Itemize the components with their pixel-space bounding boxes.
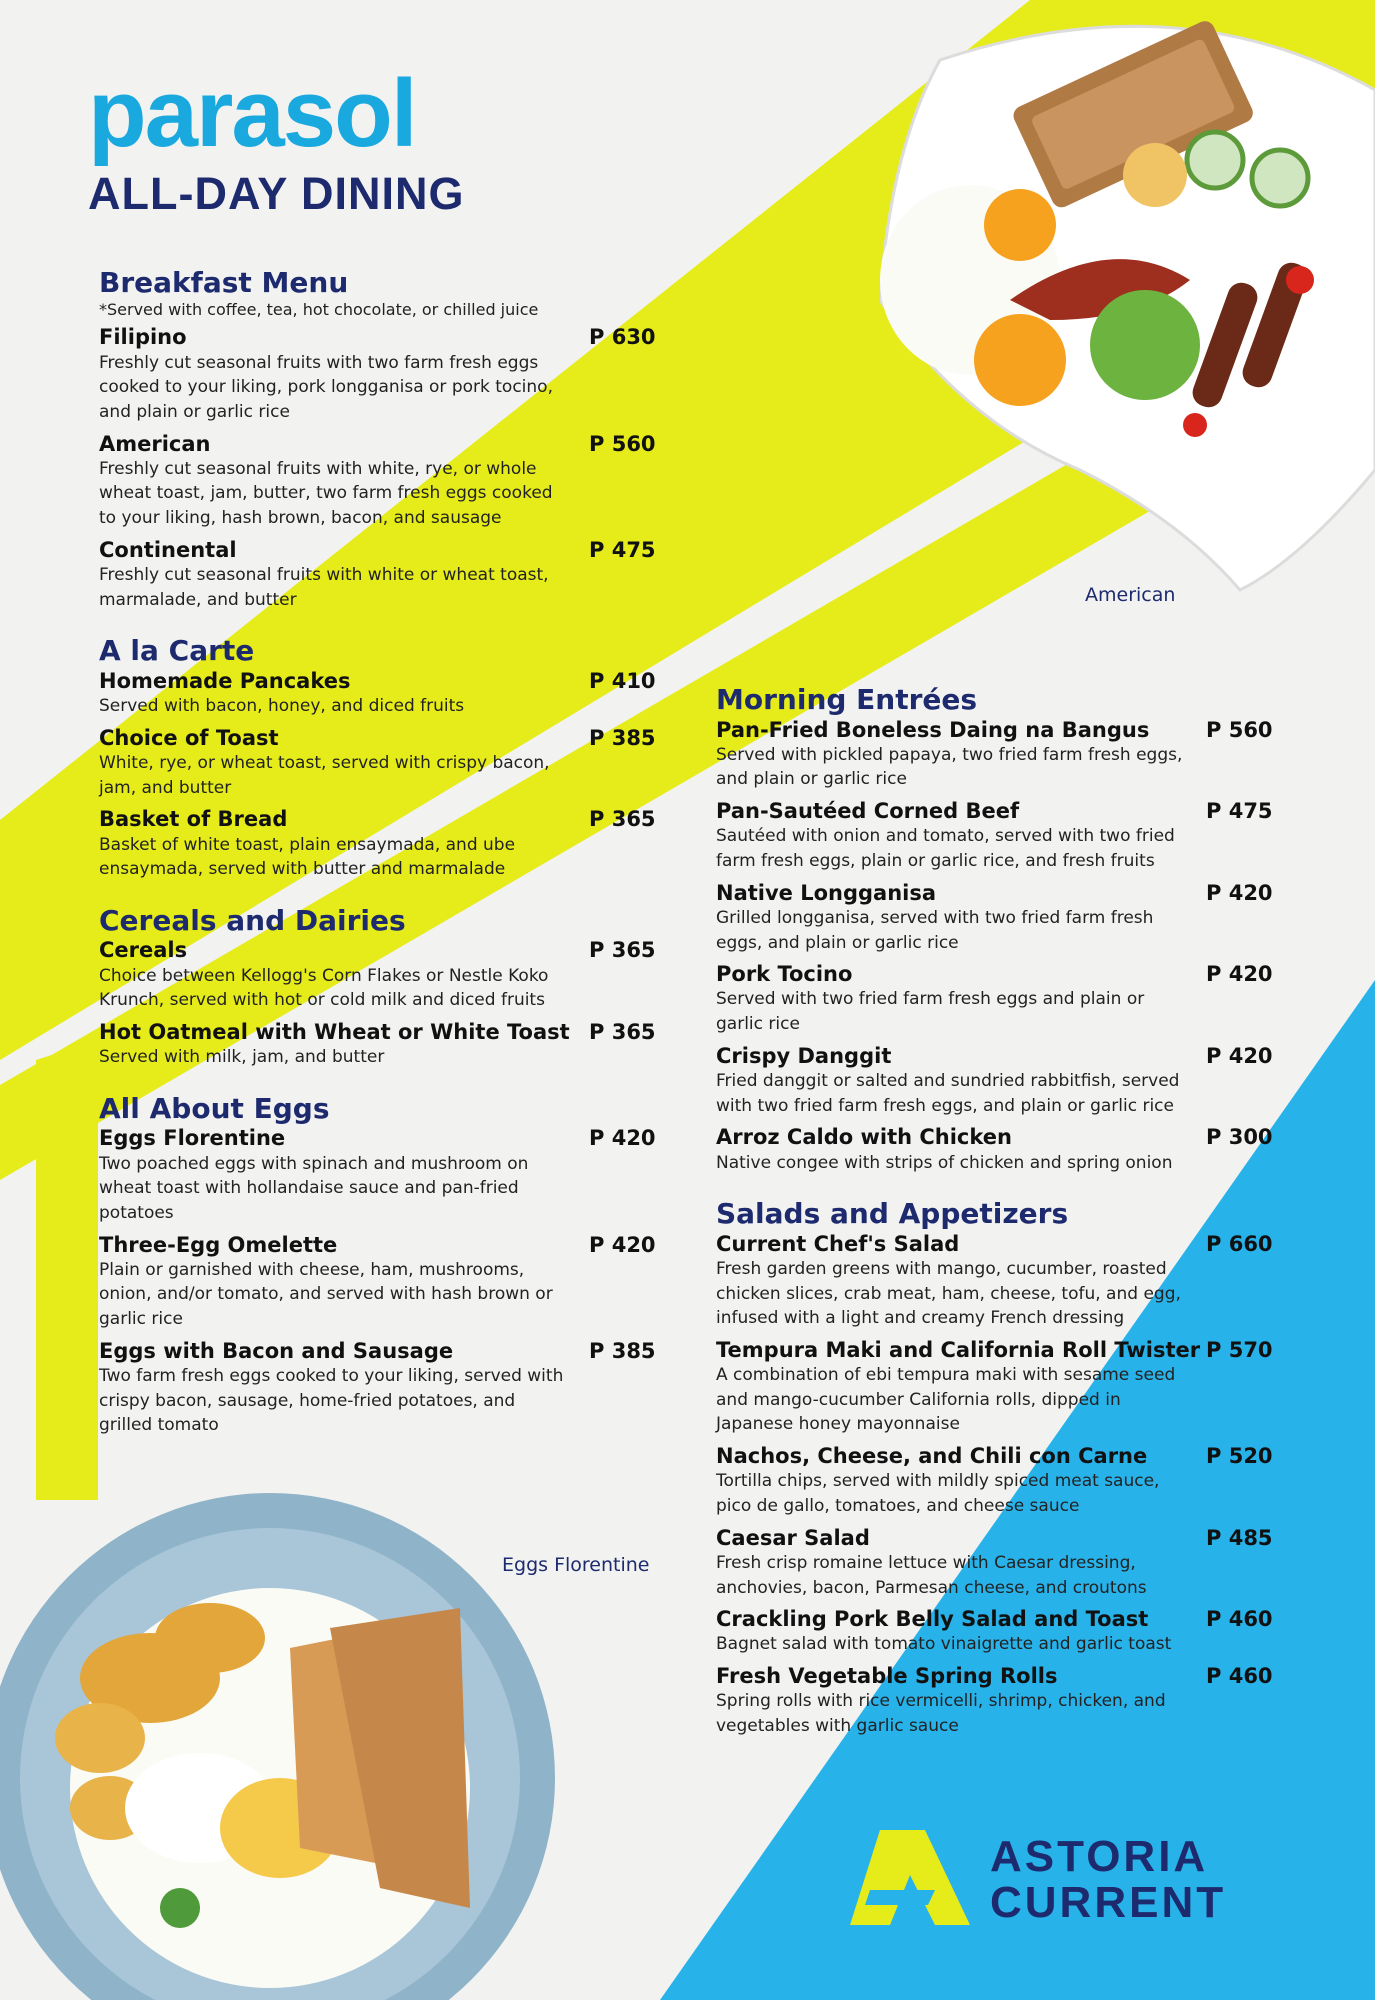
item-description: Freshly cut seasonal fruits with white, rye, or whole wheat toast, jam, butter, two farm fresh eggs cooked to your liking, hash brown, bacon, and sausage	[99, 458, 553, 529]
section-title: All About Eggs	[99, 1091, 330, 1125]
item-description: Served with bacon, honey, and diced fruits	[99, 696, 465, 717]
item-description: Tortilla chips, served with mildly spiced meat sauce, pico de gallo, tomatoes, and cheese sauce	[716, 1471, 1160, 1516]
item-price: P 420	[589, 1232, 656, 1257]
menu-item	[716, 880, 1276, 956]
item-description: Fresh garden greens with mango, cucumber, roasted chicken slices, crab meat, ham, cheese, tofu, and egg, infused with a light and creamy French dressing	[716, 1258, 1181, 1329]
section-cereals-and-dairies	[99, 904, 659, 1070]
item-price: P 420	[1206, 1043, 1273, 1068]
item-price: P 365	[589, 1019, 656, 1044]
right-menu-column	[716, 683, 1276, 1761]
item-name: Basket of Bread	[99, 807, 288, 832]
item-description: White, rye, or wheat toast, served with crispy bacon, jam, and butter	[99, 753, 550, 798]
item-price: P 385	[589, 725, 656, 750]
menu-item	[99, 1232, 659, 1332]
menu-item	[716, 1337, 1276, 1437]
item-price: P 420	[1206, 962, 1273, 987]
section-title: Morning Entrées	[716, 683, 978, 716]
menu-item	[99, 1125, 659, 1225]
item-price: P 420	[589, 1126, 656, 1151]
item-price: P 460	[1206, 1607, 1273, 1632]
item-price: P 365	[589, 938, 656, 963]
menu-item	[716, 1231, 1276, 1331]
item-description: Basket of white toast, plain ensaymada, and ube ensaymada, served with butter and marmalade	[99, 834, 516, 880]
item-description: Served with pickled papaya, two fried farm fresh eggs, and plain or garlic rice	[716, 744, 1183, 790]
item-name: Filipino	[99, 325, 187, 350]
item-price: P 520	[1206, 1444, 1273, 1469]
item-price: P 385	[589, 1338, 656, 1363]
section-title: Salads and Appetizers	[716, 1197, 1069, 1231]
item-price: P 410	[589, 668, 656, 693]
brand-header	[88, 60, 465, 220]
item-description: Bagnet salad with tomato vinaigrette and garlic toast	[716, 1634, 1172, 1655]
item-name: Fresh Vegetable Spring Rolls	[716, 1664, 1058, 1689]
menu-item	[99, 806, 659, 882]
item-price: P 560	[1206, 717, 1273, 742]
item-price: P 420	[1206, 880, 1273, 905]
american-breakfast-photo	[880, 0, 1375, 600]
astoria-line2: CURRENT	[990, 1878, 1227, 1927]
item-description: Native congee with strips of chicken and spring onion	[716, 1152, 1173, 1173]
item-price: P 460	[1206, 1664, 1273, 1689]
item-price: P 485	[1206, 1525, 1273, 1550]
tagline: ALL-DAY DINING	[88, 168, 465, 219]
item-name: Eggs Florentine	[99, 1126, 286, 1151]
item-description: Fried danggit or salted and sundried rabbitfish, served with two fried farm fresh eggs, and plain or garlic rice	[716, 1070, 1180, 1116]
astoria-line1: ASTORIA	[990, 1831, 1209, 1881]
item-description: Choice between Kellogg's Corn Flakes or Nestle Koko Krunch, served with hot or cold milk and diced fruits	[99, 965, 549, 1011]
item-description: Two farm fresh eggs cooked to your liking, served with crispy bacon, sausage, home-fried potatoes, and grilled tomato	[99, 1366, 564, 1436]
item-name: Eggs with Bacon and Sausage	[99, 1338, 454, 1363]
item-description: Served with milk, jam, and butter	[99, 1047, 385, 1068]
eggs-florentine-photo	[0, 1488, 560, 2000]
menu-item	[716, 961, 1276, 1037]
caption-american: American	[1085, 584, 1176, 606]
item-price: P 475	[589, 537, 656, 562]
section-all-about-eggs	[99, 1092, 659, 1438]
section-morning-entrees	[716, 683, 1276, 1175]
item-name: Crispy Danggit	[716, 1043, 892, 1068]
menu-item	[716, 1525, 1276, 1601]
item-name: Cereals	[99, 938, 188, 963]
menu-item	[716, 1663, 1276, 1739]
menu-item	[716, 1124, 1276, 1175]
item-description: Fresh crisp romaine lettuce with Caesar dressing, anchovies, bacon, Parmesan cheese, and croutons	[716, 1552, 1147, 1598]
item-name: Native Longganisa	[716, 880, 937, 905]
item-description: Two poached eggs with spinach and mushroom on wheat toast with hollandaise sauce and pan-fried potatoes	[99, 1153, 529, 1223]
item-name: Tempura Maki and California Roll Twister	[716, 1337, 1201, 1362]
menu-item	[716, 1606, 1276, 1657]
item-name: Choice of Toast	[99, 725, 279, 750]
item-name: Pork Tocino	[716, 962, 853, 987]
menu-item	[99, 937, 659, 1013]
section-title: Breakfast Menu	[99, 266, 349, 299]
item-description: Grilled longganisa, served with two fried farm fresh eggs, and plain or garlic rice	[716, 907, 1154, 953]
item-name: Crackling Pork Belly Salad and Toast	[716, 1607, 1149, 1632]
item-name: Three-Egg Omelette	[99, 1232, 338, 1257]
menu-item	[716, 798, 1276, 874]
menu-item	[716, 1043, 1276, 1119]
item-description: Sautéed with onion and tomato, served with two fried farm fresh eggs, plain or garlic rice, and fresh fruits	[716, 826, 1175, 872]
item-name: Caesar Salad	[716, 1525, 870, 1550]
item-name: Hot Oatmeal with Wheat or White Toast	[99, 1019, 570, 1044]
item-name: Homemade Pancakes	[99, 668, 351, 693]
item-price: P 570	[1206, 1337, 1273, 1362]
item-price: P 660	[1206, 1231, 1273, 1256]
section-breakfast-menu	[99, 266, 659, 612]
item-name: Pan-Fried Boneless Daing na Bangus	[716, 717, 1150, 742]
menu-item	[99, 324, 659, 424]
yellow-vertical-strip	[36, 1040, 98, 1500]
item-price: P 300	[1206, 1125, 1273, 1150]
item-description: Spring rolls with rice vermicelli, shrimp, chicken, and vegetables with garlic sauce	[716, 1691, 1166, 1736]
item-price: P 630	[589, 325, 656, 350]
item-price: P 475	[1206, 799, 1273, 824]
item-price: P 560	[589, 431, 656, 456]
menu-item	[716, 717, 1276, 793]
item-name: Current Chef's Salad	[716, 1231, 960, 1256]
item-name: Nachos, Cheese, and Chili con Carne	[716, 1444, 1148, 1469]
item-description: A combination of ebi tempura maki with sesame seed and mango-cucumber California rolls, dipped in Japanese honey mayonnaise	[716, 1365, 1176, 1435]
astoria-wordmark	[990, 1831, 1227, 1927]
menu-item	[99, 668, 659, 719]
menu-item	[99, 1019, 659, 1070]
item-name: Continental	[99, 537, 237, 562]
item-name: Arroz Caldo with Chicken	[716, 1125, 1012, 1150]
menu-item	[99, 725, 659, 801]
item-description: Plain or garnished with cheese, ham, mushrooms, onion, and/or tomato, and served with hash brown or garlic rice	[99, 1259, 553, 1330]
astoria-logo-mark-icon	[850, 1830, 970, 1930]
menu-item	[99, 1338, 659, 1438]
menu-item	[99, 537, 659, 613]
item-description: Served with two fried farm fresh eggs and plain or garlic rice	[716, 989, 1145, 1035]
parasol-logo: parasol	[88, 60, 416, 167]
caption-eggs-florentine: Eggs Florentine	[502, 1554, 650, 1576]
section-a-la-carte	[99, 634, 659, 882]
menu-item	[716, 1443, 1276, 1519]
section-title: A la Carte	[99, 634, 255, 668]
menu-item	[99, 431, 659, 531]
section-note: *Served with coffee, tea, hot chocolate, or chilled juice	[99, 299, 539, 319]
section-salads-and-appetizers	[716, 1197, 1276, 1738]
item-price: P 365	[589, 807, 656, 832]
section-title: Cereals and Dairies	[99, 903, 406, 937]
left-menu-column	[99, 266, 659, 1460]
item-name: Pan-Sautéed Corned Beef	[716, 799, 1020, 824]
astoria-current-logo	[850, 1830, 1226, 1930]
item-name: American	[99, 431, 211, 456]
item-description: Freshly cut seasonal fruits with two farm fresh eggs cooked to your liking, pork longganisa or pork tocino, and plain or garlic rice	[99, 352, 553, 422]
item-description: Freshly cut seasonal fruits with white or wheat toast, marmalade, and butter	[99, 564, 549, 610]
